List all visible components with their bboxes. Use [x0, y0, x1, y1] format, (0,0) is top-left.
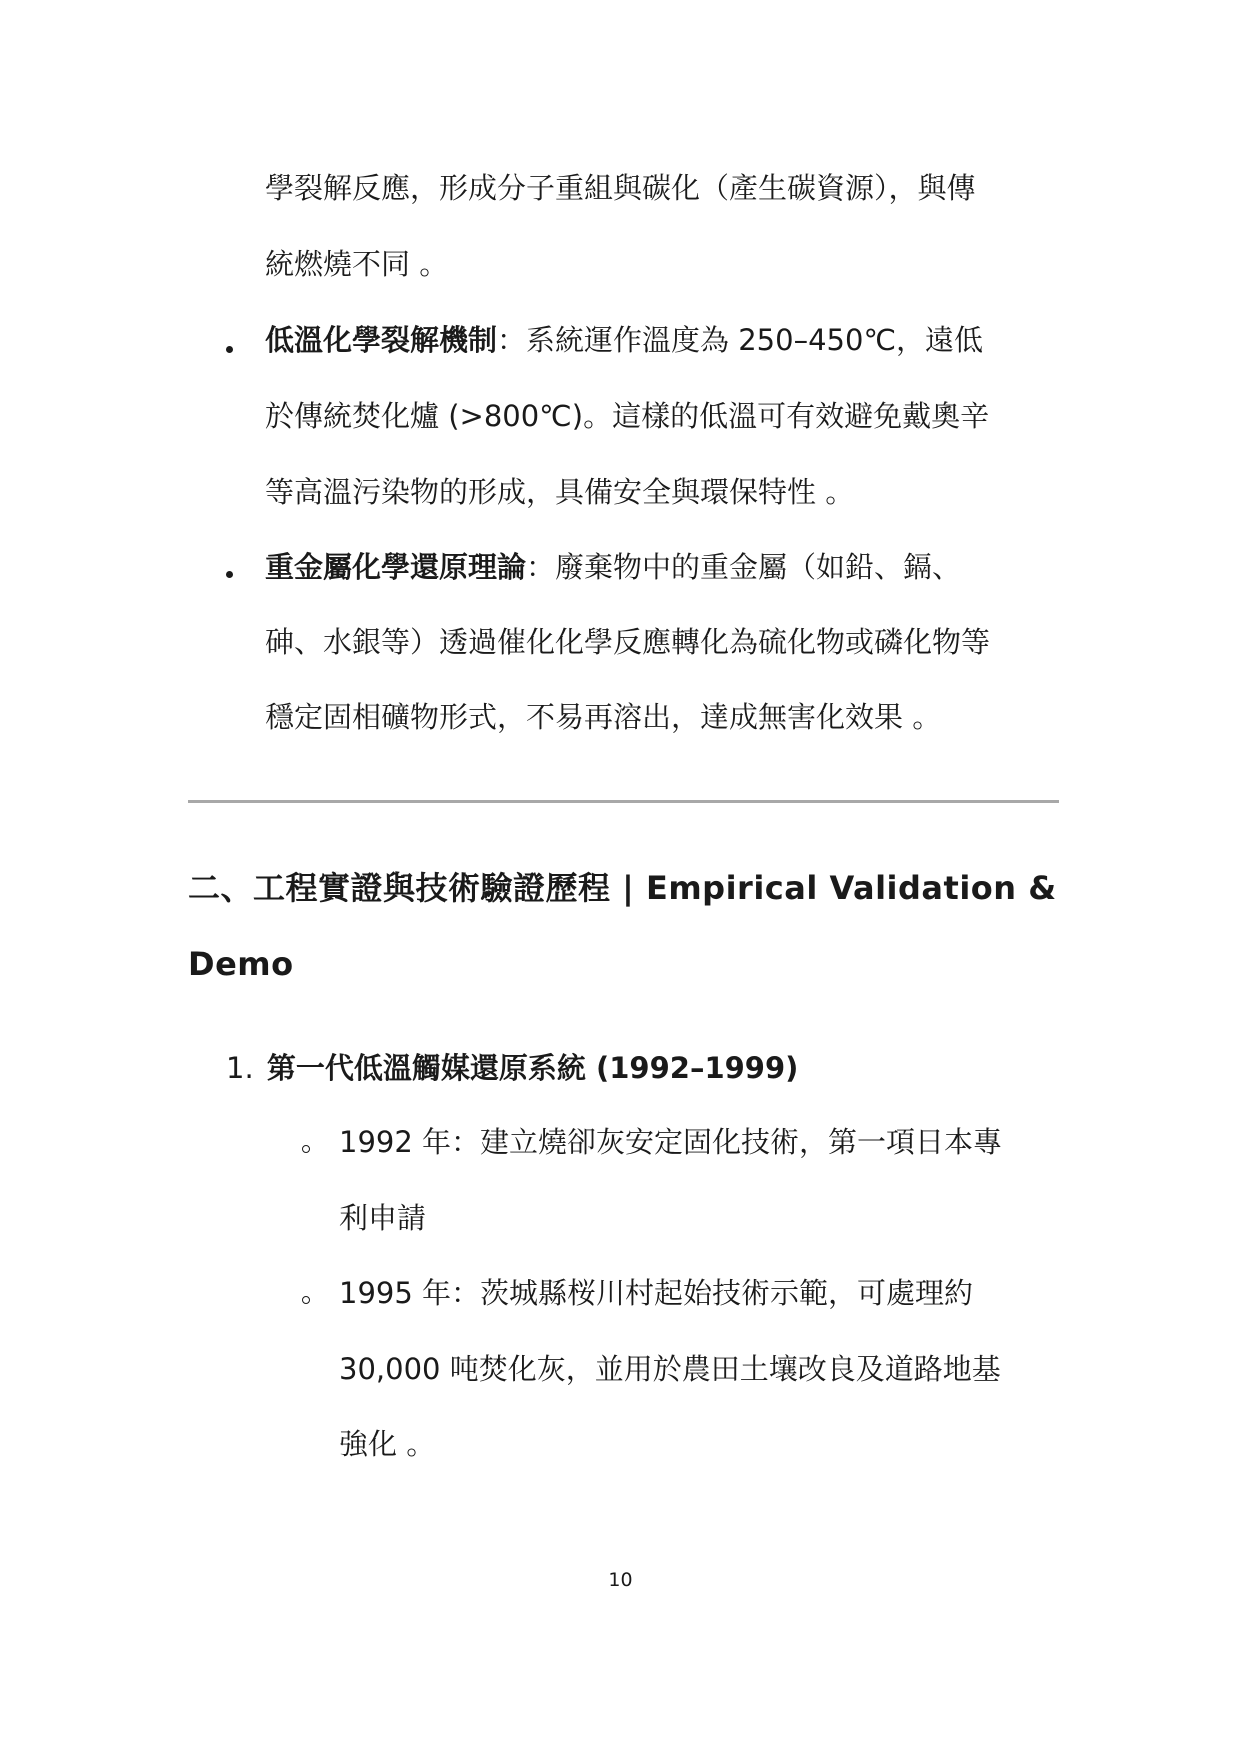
bullet-text: ：廢棄物中的重金屬（如鉛、鎘、 [526, 550, 962, 584]
bullet-dot [226, 571, 233, 578]
bullet-term: 低溫化學裂解機制 [265, 323, 498, 357]
bullet-dot [226, 346, 233, 353]
bullet-item-line: 等高溫污染物的形成，具備安全與環保特性 。 [265, 475, 855, 509]
sub-item-line: 1992 年：建立燒卻灰安定固化技術，第一項日本專 [339, 1125, 1003, 1159]
bullet-item-line: 於傳統焚化爐 (>800℃)。這樣的低溫可有效避免戴奧辛 [265, 399, 990, 433]
bullet-term: 重金屬化學還原理論 [265, 550, 527, 584]
bullet-item-line: 砷、水銀等）透過催化化學反應轉化為硫化物或磷化物等 [265, 625, 991, 659]
section-heading: 二、工程實證與技術驗證歷程 | Empirical Validation & [188, 869, 1057, 907]
section-divider [188, 800, 1059, 803]
sub-bullet-circle [302, 1296, 310, 1304]
sub-item-line: 利申請 [339, 1201, 427, 1235]
bullet-item-line [265, 547, 961, 587]
numbered-item [226, 1048, 798, 1088]
sub-item-line: 30,000 吨焚化灰，並用於農田土壤改良及道路地基 [339, 1352, 1001, 1386]
page-number: 10 [608, 1569, 633, 1591]
paragraph-line: 統燃燒不同 。 [265, 247, 449, 281]
item-title: 第一代低溫觸媒還原系統 (1992–1999) [266, 1051, 799, 1085]
bullet-item-line: 穩定固相礦物形式，不易再溶出，達成無害化效果 。 [265, 700, 942, 734]
sub-item-line: 1995 年：茨城縣桜川村起始技術示範，可處理約 [339, 1276, 974, 1310]
item-number: 1. [226, 1051, 254, 1085]
sub-item-line: 強化 。 [339, 1427, 436, 1461]
sub-bullet-circle [302, 1145, 310, 1153]
bullet-text: ：系統運作溫度為 250–450℃，遠低 [497, 323, 984, 357]
bullet-item-line [265, 320, 983, 360]
paragraph-line: 學裂解反應，形成分子重組與碳化（產生碳資源），與傳 [265, 171, 976, 205]
section-heading: Demo [188, 945, 294, 983]
